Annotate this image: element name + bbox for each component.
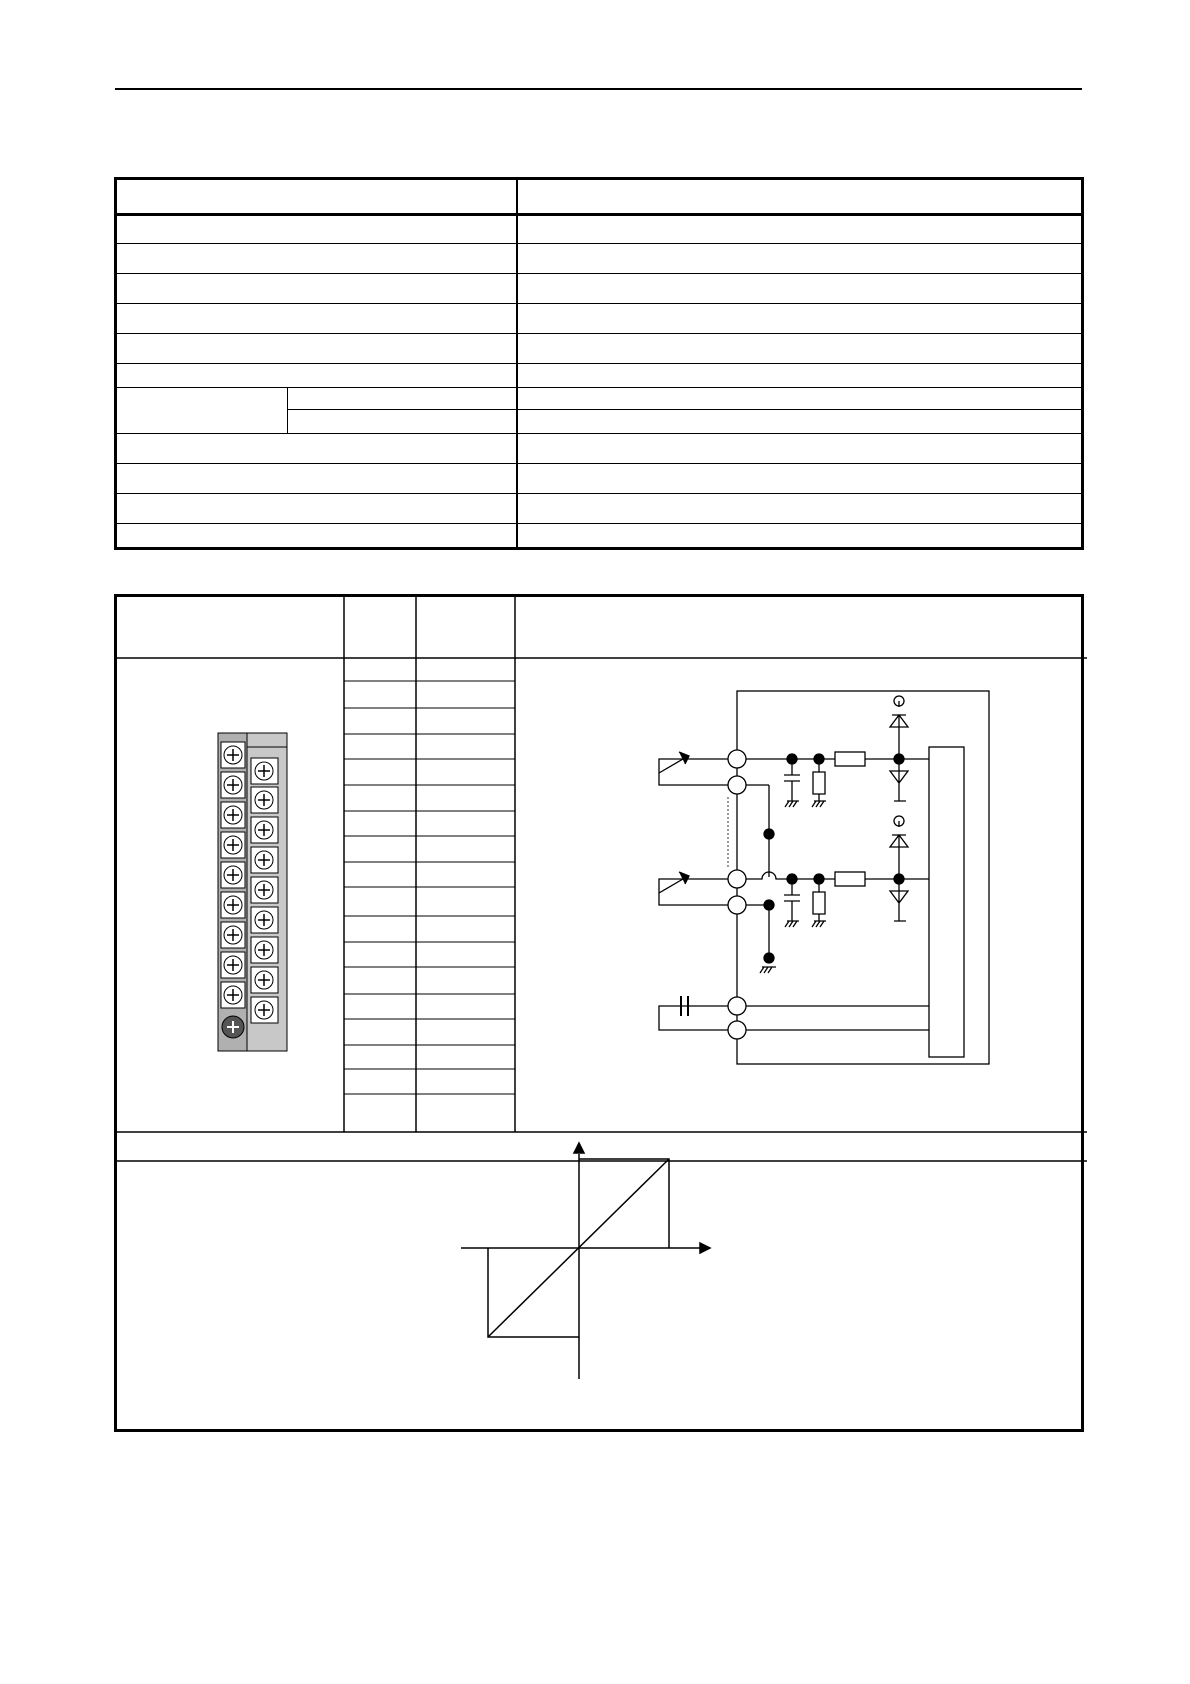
internal-circuit-diagram — [659, 691, 989, 1064]
power-input-loop — [659, 1006, 737, 1030]
header-rule — [115, 88, 1082, 90]
io-panel — [114, 594, 1084, 1432]
spec-table-header-divider — [117, 213, 1081, 216]
x-axis-arrow-icon — [700, 1243, 710, 1253]
ch2-input-loop — [659, 879, 737, 905]
spec-table-row-divider — [117, 243, 1081, 244]
spec-table-row-divider — [117, 387, 1081, 388]
spec-table-row-divider — [117, 463, 1081, 464]
spec-table-row-divider — [117, 493, 1081, 494]
spec-table-row-divider — [117, 273, 1081, 274]
spec-table — [114, 177, 1084, 550]
spec-table-row-divider — [117, 303, 1081, 304]
spec-table-subrow-divider — [287, 409, 1081, 410]
spec-table-subitem-divider — [287, 387, 288, 433]
ch1-source-arrow — [659, 759, 683, 773]
spec-table-row-divider — [117, 523, 1081, 524]
terminal-block-icon — [218, 733, 287, 1051]
spec-table-row-divider — [117, 433, 1081, 434]
terminal-rows — [344, 681, 515, 1094]
io-panel-drawing — [117, 597, 1087, 1435]
ad-converter-block — [929, 747, 964, 1057]
spec-table-row-divider — [117, 363, 1081, 364]
spec-table-row-divider — [117, 333, 1081, 334]
ch1-input-loop — [659, 759, 737, 785]
io-characteristic-graph — [461, 1143, 710, 1379]
y-axis-arrow-icon — [574, 1143, 584, 1153]
